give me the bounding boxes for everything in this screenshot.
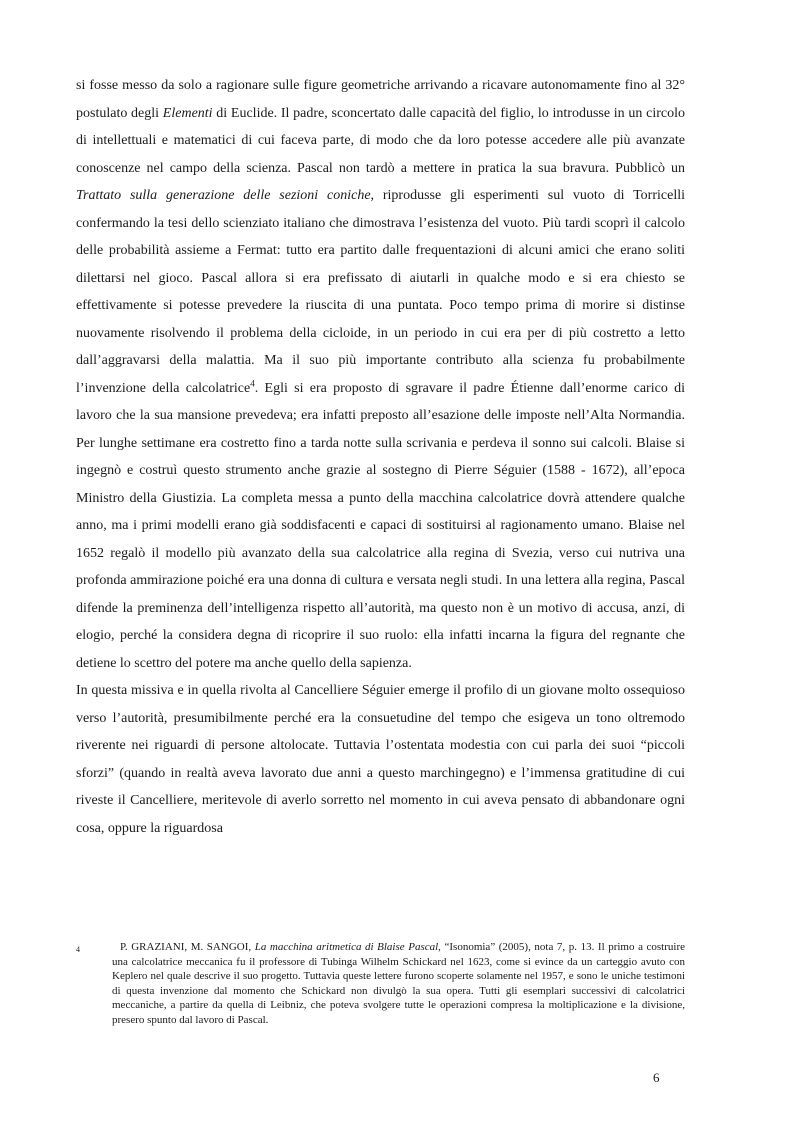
paragraph-1-text-c: , riprodusse gli esperimenti sul vuoto di Torricelli confermando la tesi dello scienziato italiano che dimostrava l’esistenza del vuoto. Più tardi scoprì il calcolo delle probabilità assieme a Fermat: tutto era partito dalle frequentazioni di alcuni amici che erano soliti dilettarsi nel gioco. Pascal allora si era prefissato di aiutarli in qualche modo e si era chiesto se effettivamente si potesse prevedere la riuscita di una puntata. Poco tempo prima di morire si distinse nuovamente risolvendo il problema della cicloide, in un periodo in cui era per di più costretto a letto dall’aggravarsi della malattia. Ma il suo più importante contributo alla scienza fu probabilmente l’invenzione della calcolatrice (76, 188, 685, 396)
footnote-citation-source: , “Isonomia” (2005), nota 7, p. 13. (438, 941, 595, 953)
title-trattato: Trattato sulla generazione delle sezioni coniche (76, 188, 371, 203)
footnote-marker: 4 (76, 945, 80, 954)
body-text (76, 72, 685, 842)
paragraph-1 (76, 72, 685, 677)
page-number: 6 (653, 1070, 660, 1085)
footnote (76, 940, 685, 1028)
footnote-reference[interactable]: 4 (250, 377, 255, 388)
paragraph-1-text-b: di Euclide. Il padre, sconcertato dalle capacità del figlio, lo introdusse in un circolo di intellettuali e matematici di cui faceva parte, di modo che da loro potesse accedere alle più avanzate conoscenze nel campo della scienza. Pascal non tardò a mettere in pratica la sua bravura. Pubblicò un (76, 105, 686, 176)
footnote-citation-authors: P. GRAZIANI, M. SANGOI, (120, 941, 255, 953)
paragraph-1-text-a: si fosse messo da solo a ragionare sulle figure geometriche arrivando a ricavare autonomamente fino al 32° postulato degli (76, 78, 685, 121)
paragraph-1-text-d: . Egli si era proposto di sgravare il padre Étienne dall’enorme carico di lavoro che la sua mansione prevedeva; era infatti preposto all’esazione delle imposte nell’Alta Normandia. Per lunghe settimane era costretto fino a tarda notte sulla scrivania e perdeva il sonno sui calcoli. Blaise si ingegnò e costruì questo strumento anche grazie al sostegno di Pierre Séguier (1588 - 1672), all’epoca Ministro della Giustizia. La completa messa a punto della macchina calcolatrice dovrà attendere qualche anno, ma i primi modelli erano già soddisfacenti e capaci di sostituirsi al ragionamento umano. Blaise nel 1652 regalò il modello più avanzato della sua calcolatrice alla regina di Svezia, verso cui nutriva una profonda ammirazione poiché era una donna di cultura e versata negli studi. In una lettera alla regina, Pascal difende la preminenza dell’intelligenza rispetto all’autorità, ma questo non è un motivo di accusa, anzi, di elogio, perché la considera degna di ricoprire il suo ruolo: ella infatti incarna la figura del regnante che detiene lo scettro del potere ma anche quello della sapienza. (76, 380, 685, 671)
footnote-citation-title: La macchina aritmetica di Blaise Pascal (254, 941, 439, 953)
title-elementi: Elementi (162, 105, 213, 121)
paragraph-2: In questa missiva e in quella rivolta al Cancelliere Séguier emerge il profilo di un giovane molto ossequioso verso l’autorità, presumibilmente perché era la consuetudine del tempo che esigeva un tono oltremodo riverente nei riguardi di persone altolocate. Tuttavia l’ostentata modestia con cui parla dei suoi “piccoli sforzi” (quando in realtà aveva lavorato due anni a questo marchingegno) e l’immensa gratitudine di cui riveste il Cancelliere, meritevole di averlo sorretto nel momento in cui aveva pensato di abbandonare ogni cosa, oppure la riguardosa (76, 683, 685, 836)
footnote-text: Il primo a costruire una calcolatrice meccanica fu il professore di Tubinga Wilhelm Schickard nel 1623, come si evince da un carteggio avuto con Keplero nel quale descrive il suo progetto. Tuttavia queste lettere furono scoperte solamente nel 1957, e sono le uniche testimoni di questa invenzione dal momento che Schickard non divulgò la sua opera. Tutti gli esemplari successivi di calcolatrici meccaniche, a partire da quella di Leibniz, che poteva svolgere tutte le operazioni compresa la moltiplicazione e la divisione, presero spunto dal lavoro di Pascal. (112, 941, 686, 1026)
footnote-body (112, 940, 685, 1028)
